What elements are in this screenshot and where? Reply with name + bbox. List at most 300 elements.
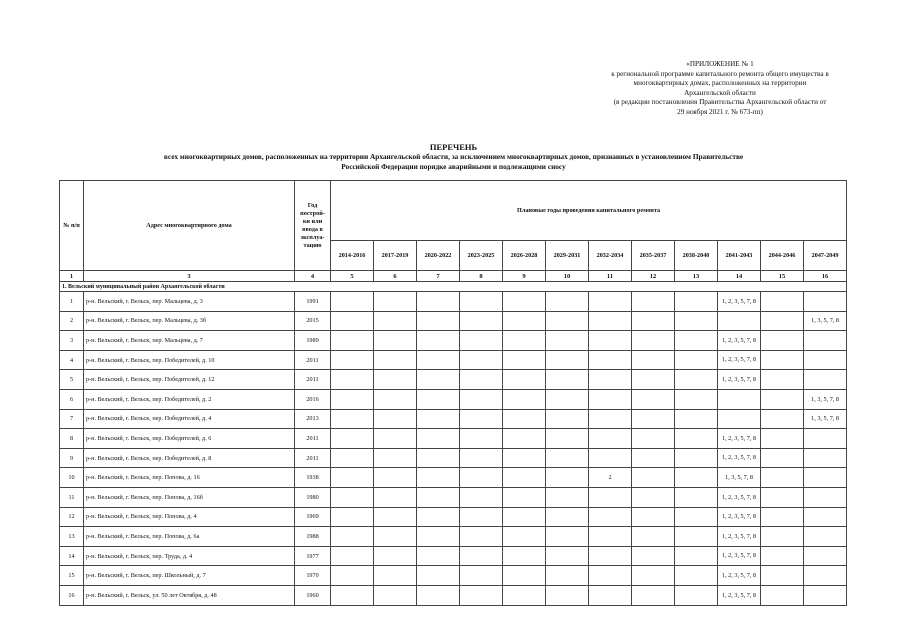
row-plan-cell (374, 566, 417, 586)
row-plan-cell (675, 546, 718, 566)
row-plan-cell (417, 350, 460, 370)
row-plan-cell (546, 527, 589, 547)
row-plan-cell (632, 331, 675, 351)
header-column-number: 11 (589, 271, 632, 282)
row-address: р-н. Вельский, г. Вельск, пер. Попова, д. 16б (84, 487, 295, 507)
row-address: р-н. Вельский, г. Вельск, пер. Победителей, д. 4 (84, 409, 295, 429)
annex-line: «ПРИЛОЖЕНИЕ № 1 (686, 60, 754, 68)
row-plan-cell (331, 311, 374, 331)
row-number: 11 (60, 487, 84, 507)
row-plan-cell (417, 546, 460, 566)
row-plan-cell (761, 350, 804, 370)
row-plan-cell (460, 370, 503, 390)
row-plan-cell (503, 507, 546, 527)
row-plan-cell (417, 468, 460, 488)
row-plan-cell: 1, 3, 5, 7, 8 (718, 468, 761, 488)
row-plan-cell (761, 389, 804, 409)
row-plan-cell (761, 429, 804, 449)
row-plan-cell (804, 292, 847, 312)
row-plan-cell (546, 409, 589, 429)
row-plan-cell: 1, 2, 3, 5, 7, 8 (718, 370, 761, 390)
table-row (60, 429, 847, 449)
row-number: 6 (60, 389, 84, 409)
row-plan-cell (331, 292, 374, 312)
row-plan-cell (417, 487, 460, 507)
row-year: 1960 (295, 585, 331, 605)
row-address: р-н. Вельский, г. Вельск, пер. Попова, д. 6а (84, 527, 295, 547)
row-plan-cell (761, 546, 804, 566)
row-plan-cell (804, 370, 847, 390)
section-title: 1. Вельский муниципальный район Архангельской области (60, 282, 847, 292)
row-number: 16 (60, 585, 84, 605)
row-plan-cell (503, 389, 546, 409)
row-plan-cell (460, 389, 503, 409)
row-plan-cell (675, 507, 718, 527)
row-plan-cell (331, 468, 374, 488)
header-column-number: 3 (84, 271, 295, 282)
row-plan-cell (804, 507, 847, 527)
row-year: 1969 (295, 507, 331, 527)
header-column-number: 15 (761, 271, 804, 282)
row-plan-cell (589, 331, 632, 351)
row-plan-cell (632, 468, 675, 488)
table-row (60, 409, 847, 429)
row-plan-cell (460, 546, 503, 566)
row-plan-cell (503, 566, 546, 586)
row-plan-cell (632, 448, 675, 468)
row-plan-cell (675, 527, 718, 547)
row-plan-cell (632, 311, 675, 331)
row-plan-cell (417, 311, 460, 331)
row-plan-cell (503, 311, 546, 331)
row-plan-cell (417, 585, 460, 605)
table-row (60, 487, 847, 507)
row-plan-cell: 1, 2, 3, 5, 7, 8 (718, 350, 761, 370)
row-plan-cell (632, 350, 675, 370)
row-plan-cell (546, 429, 589, 449)
row-plan-cell (460, 292, 503, 312)
header-column-number: 7 (417, 271, 460, 282)
row-plan-cell (417, 429, 460, 449)
row-plan-cell (589, 566, 632, 586)
table-row (60, 546, 847, 566)
row-number: 15 (60, 566, 84, 586)
row-plan-cell (503, 292, 546, 312)
row-address: р-н. Вельский, г. Вельск, ул. 50 лет Октября, д. 48 (84, 585, 295, 605)
row-plan-cell (761, 585, 804, 605)
row-plan-cell (804, 350, 847, 370)
row-plan-cell (589, 487, 632, 507)
row-plan-cell (632, 487, 675, 507)
row-plan-cell (804, 448, 847, 468)
header-period: 2023-2025 (460, 241, 503, 271)
row-plan-cell (374, 389, 417, 409)
row-plan-cell: 1, 3, 5, 7, 8 (804, 311, 847, 331)
row-plan-cell (546, 350, 589, 370)
row-plan-cell (331, 546, 374, 566)
row-plan-cell (503, 429, 546, 449)
row-plan-cell (546, 585, 589, 605)
row-plan-cell (761, 311, 804, 331)
header-column-number: 9 (503, 271, 546, 282)
row-plan-cell (589, 370, 632, 390)
row-year: 1977 (295, 546, 331, 566)
row-plan-cell (331, 331, 374, 351)
row-plan-cell (718, 409, 761, 429)
document-subtitle-line2: Российской Федерации порядке аварийными и подлежащими сносу (341, 162, 566, 171)
row-plan-cell (374, 311, 417, 331)
row-plan-cell (374, 448, 417, 468)
row-plan-cell (718, 311, 761, 331)
row-plan-cell (546, 487, 589, 507)
header-column-number: 10 (546, 271, 589, 282)
header-column-number: 5 (331, 271, 374, 282)
row-plan-cell (331, 507, 374, 527)
row-plan-cell (632, 546, 675, 566)
row-plan-cell (675, 429, 718, 449)
header-column-number: 16 (804, 271, 847, 282)
header-num: № п/п (60, 181, 84, 271)
row-plan-cell (374, 487, 417, 507)
row-plan-cell (761, 468, 804, 488)
row-number: 1 (60, 292, 84, 312)
header-period: 2020-2022 (417, 241, 460, 271)
annex-line: к региональной программе капитального ремонта общего имущества в (611, 69, 829, 78)
row-plan-cell (761, 409, 804, 429)
row-plan-cell (503, 527, 546, 547)
row-plan-cell (503, 350, 546, 370)
header-column-number: 12 (632, 271, 675, 282)
annex-line: (в редакции постановления Правительства Архангельской области от (613, 98, 827, 107)
row-number: 7 (60, 409, 84, 429)
row-plan-cell (761, 370, 804, 390)
row-plan-cell (460, 311, 503, 331)
row-plan-cell (417, 389, 460, 409)
row-address: р-н. Вельский, г. Вельск, пер. Победителей, д. 10 (84, 350, 295, 370)
row-plan-cell (761, 527, 804, 547)
row-year: 2011 (295, 448, 331, 468)
row-plan-cell (589, 546, 632, 566)
row-address: р-н. Вельский, г. Вельск, пер. Попова, д. 16 (84, 468, 295, 488)
table-row (60, 468, 847, 488)
row-plan-cell (804, 429, 847, 449)
row-plan-cell (589, 527, 632, 547)
row-plan-cell (460, 468, 503, 488)
row-plan-cell (632, 389, 675, 409)
row-plan-cell: 1, 2, 3, 5, 7, 8 (718, 527, 761, 547)
row-plan-cell (417, 507, 460, 527)
row-plan-cell (632, 585, 675, 605)
row-plan-cell (331, 448, 374, 468)
row-plan-cell (417, 566, 460, 586)
row-plan-cell: 1, 2, 3, 5, 7, 8 (718, 448, 761, 468)
row-plan-cell: 1, 2, 3, 5, 7, 8 (718, 487, 761, 507)
header-plan: Плановые годы проведения капитального ремонта (331, 181, 847, 241)
row-number: 3 (60, 331, 84, 351)
row-plan-cell (546, 389, 589, 409)
row-plan-cell (589, 507, 632, 527)
row-address: р-н. Вельский, г. Вельск, пер. Школьный, д. 7 (84, 566, 295, 586)
row-plan-cell (546, 370, 589, 390)
table-row (60, 448, 847, 468)
row-plan-cell (374, 527, 417, 547)
annex-line: многоквартирных домах, расположенных на территории (633, 79, 807, 88)
row-year: 1991 (295, 292, 331, 312)
header-column-number: 13 (675, 271, 718, 282)
row-plan-cell (675, 409, 718, 429)
row-plan-cell (546, 331, 589, 351)
table-row (60, 566, 847, 586)
row-plan-cell (417, 527, 460, 547)
row-plan-cell (331, 527, 374, 547)
row-plan-cell (374, 292, 417, 312)
row-plan-cell (761, 448, 804, 468)
row-plan-cell (460, 566, 503, 586)
header-period: 2041-2043 (718, 241, 761, 271)
header-column-number: 8 (460, 271, 503, 282)
document-subtitle-line1: всех многоквартирных домов, расположенных на территории Архангельской области, за исключением многоквартирных домов, признанных в установленном Правительстве (163, 152, 744, 161)
row-address: р-н. Вельский, г. Вельск, пер. Победителей, д. 12 (84, 370, 295, 390)
row-number: 4 (60, 350, 84, 370)
row-plan-cell: 1, 2, 3, 5, 7, 8 (718, 546, 761, 566)
row-plan-cell (589, 389, 632, 409)
row-plan-cell: 1, 2, 3, 5, 7, 8 (718, 331, 761, 351)
row-plan-cell (675, 487, 718, 507)
row-plan-cell (417, 448, 460, 468)
row-plan-cell (374, 331, 417, 351)
houses-table (59, 180, 847, 606)
row-plan-cell (546, 546, 589, 566)
row-plan-cell (374, 585, 417, 605)
row-address: р-н. Вельский, г. Вельск, пер. Мальцева, д. 3б (84, 311, 295, 331)
table-row (60, 350, 847, 370)
row-number: 8 (60, 429, 84, 449)
header-year: Год построй-ки или ввода в эксплуа-тацию (295, 181, 331, 271)
row-plan-cell (761, 331, 804, 351)
row-plan-cell: 1, 3, 5, 7, 8 (804, 389, 847, 409)
row-plan-cell (675, 585, 718, 605)
row-plan-cell (503, 370, 546, 390)
row-address: р-н. Вельский, г. Вельск, пер. Победителей, д. 6 (84, 429, 295, 449)
row-plan-cell: 1, 2, 3, 5, 7, 8 (718, 292, 761, 312)
row-plan-cell: 1, 2, 3, 5, 7, 8 (718, 429, 761, 449)
row-plan-cell (460, 585, 503, 605)
header-period: 2038-2040 (675, 241, 718, 271)
row-plan-cell (374, 429, 417, 449)
row-plan-cell (675, 389, 718, 409)
row-address: р-н. Вельский, г. Вельск, пер. Мальцева, д. 3 (84, 292, 295, 312)
row-plan-cell (589, 292, 632, 312)
table-row (60, 527, 847, 547)
row-plan-cell (374, 468, 417, 488)
row-plan-cell (460, 448, 503, 468)
row-plan-cell (374, 370, 417, 390)
row-plan-cell (589, 350, 632, 370)
row-plan-cell (675, 350, 718, 370)
header-period: 2026-2028 (503, 241, 546, 271)
row-plan-cell (503, 468, 546, 488)
row-plan-cell (460, 527, 503, 547)
row-plan-cell (804, 566, 847, 586)
row-plan-cell (417, 331, 460, 351)
row-number: 13 (60, 527, 84, 547)
row-number: 12 (60, 507, 84, 527)
row-plan-cell (546, 507, 589, 527)
row-plan-cell (546, 292, 589, 312)
row-plan-cell (804, 331, 847, 351)
row-year: 2011 (295, 429, 331, 449)
row-plan-cell (503, 331, 546, 351)
row-plan-cell (503, 448, 546, 468)
row-plan-cell (503, 409, 546, 429)
row-plan-cell (675, 468, 718, 488)
row-plan-cell (761, 566, 804, 586)
row-plan-cell (374, 409, 417, 429)
row-year: 2013 (295, 409, 331, 429)
row-plan-cell (546, 448, 589, 468)
row-year: 1970 (295, 566, 331, 586)
row-address: р-н. Вельский, г. Вельск, пер. Труда, д. 4 (84, 546, 295, 566)
row-plan-cell (589, 429, 632, 449)
row-plan-cell (331, 585, 374, 605)
row-plan-cell (460, 507, 503, 527)
row-address: р-н. Вельский, г. Вельск, пер. Победителей, д. 2 (84, 389, 295, 409)
row-plan-cell (546, 468, 589, 488)
row-year: 1980 (295, 487, 331, 507)
row-plan-cell (804, 468, 847, 488)
row-plan-cell (460, 331, 503, 351)
row-plan-cell (546, 311, 589, 331)
header-period: 2044-2046 (761, 241, 804, 271)
row-plan-cell (675, 292, 718, 312)
row-year: 1938 (295, 468, 331, 488)
row-address: р-н. Вельский, г. Вельск, пер. Попова, д. 4 (84, 507, 295, 527)
annex-line: 29 ноября 2021 г. № 673-пп) (677, 107, 763, 116)
row-plan-cell (761, 507, 804, 527)
header-period: 2017-2019 (374, 241, 417, 271)
row-plan-cell (503, 546, 546, 566)
row-plan-cell (675, 311, 718, 331)
row-plan-cell (632, 409, 675, 429)
row-plan-cell (331, 370, 374, 390)
annex-note (560, 60, 880, 118)
row-plan-cell (675, 566, 718, 586)
row-plan-cell (503, 487, 546, 507)
row-plan-cell (761, 292, 804, 312)
row-plan-cell (804, 585, 847, 605)
row-plan-cell (417, 370, 460, 390)
row-year: 1989 (295, 331, 331, 351)
table-row (60, 292, 847, 312)
row-number: 9 (60, 448, 84, 468)
row-plan-cell (331, 389, 374, 409)
header-period: 2014-2016 (331, 241, 374, 271)
row-plan-cell (632, 429, 675, 449)
row-number: 10 (60, 468, 84, 488)
row-plan-cell (503, 585, 546, 605)
row-plan-cell (675, 370, 718, 390)
row-plan-cell: 2 (589, 468, 632, 488)
row-plan-cell (718, 389, 761, 409)
header-address: Адрес многоквартирного дома (84, 181, 295, 271)
row-number: 5 (60, 370, 84, 390)
row-plan-cell (632, 566, 675, 586)
row-year: 2011 (295, 370, 331, 390)
row-number: 14 (60, 546, 84, 566)
row-plan-cell (589, 409, 632, 429)
table-row (60, 331, 847, 351)
row-plan-cell (804, 487, 847, 507)
row-plan-cell: 1, 2, 3, 5, 7, 8 (718, 585, 761, 605)
table-row (60, 370, 847, 390)
row-plan-cell (804, 546, 847, 566)
row-plan-cell: 1, 2, 3, 5, 7, 8 (718, 507, 761, 527)
table-row (60, 507, 847, 527)
header-column-number: 4 (295, 271, 331, 282)
document-title: ПЕРЕЧЕНЬ (429, 142, 478, 152)
row-plan-cell (374, 546, 417, 566)
row-address: р-н. Вельский, г. Вельск, пер. Победителей, д. 8 (84, 448, 295, 468)
row-plan-cell (632, 370, 675, 390)
row-plan-cell (675, 331, 718, 351)
table-row (60, 585, 847, 605)
row-plan-cell (632, 507, 675, 527)
row-year: 2011 (295, 350, 331, 370)
row-plan-cell (460, 409, 503, 429)
row-plan-cell (331, 429, 374, 449)
document-heading (60, 142, 847, 172)
row-plan-cell (804, 527, 847, 547)
row-plan-cell (331, 350, 374, 370)
row-plan-cell (675, 448, 718, 468)
row-plan-cell (460, 487, 503, 507)
row-plan-cell: 1, 3, 5, 7, 8 (804, 409, 847, 429)
row-plan-cell (460, 350, 503, 370)
row-plan-cell (417, 409, 460, 429)
row-plan-cell: 1, 2, 3, 5, 7, 8 (718, 566, 761, 586)
row-plan-cell (761, 487, 804, 507)
row-year: 1988 (295, 527, 331, 547)
row-plan-cell (331, 487, 374, 507)
row-number: 2 (60, 311, 84, 331)
row-year: 2015 (295, 311, 331, 331)
row-year: 2016 (295, 389, 331, 409)
row-plan-cell (331, 566, 374, 586)
row-plan-cell (374, 507, 417, 527)
row-plan-cell (417, 292, 460, 312)
row-plan-cell (589, 585, 632, 605)
header-column-number: 14 (718, 271, 761, 282)
annex-line: Архангельской области (684, 88, 756, 97)
header-period: 2035-2037 (632, 241, 675, 271)
row-plan-cell (632, 292, 675, 312)
row-plan-cell (374, 350, 417, 370)
row-plan-cell (460, 429, 503, 449)
header-period: 2047-2049 (804, 241, 847, 271)
row-plan-cell (632, 527, 675, 547)
row-plan-cell (589, 311, 632, 331)
row-plan-cell (331, 409, 374, 429)
row-address: р-н. Вельский, г. Вельск, пер. Мальцева, д. 7 (84, 331, 295, 351)
row-plan-cell (546, 566, 589, 586)
header-period: 2029-2031 (546, 241, 589, 271)
header-column-number: 1 (60, 271, 84, 282)
row-plan-cell (589, 448, 632, 468)
table-row (60, 311, 847, 331)
table-row (60, 389, 847, 409)
header-period: 2032-2034 (589, 241, 632, 271)
header-column-number: 6 (374, 271, 417, 282)
